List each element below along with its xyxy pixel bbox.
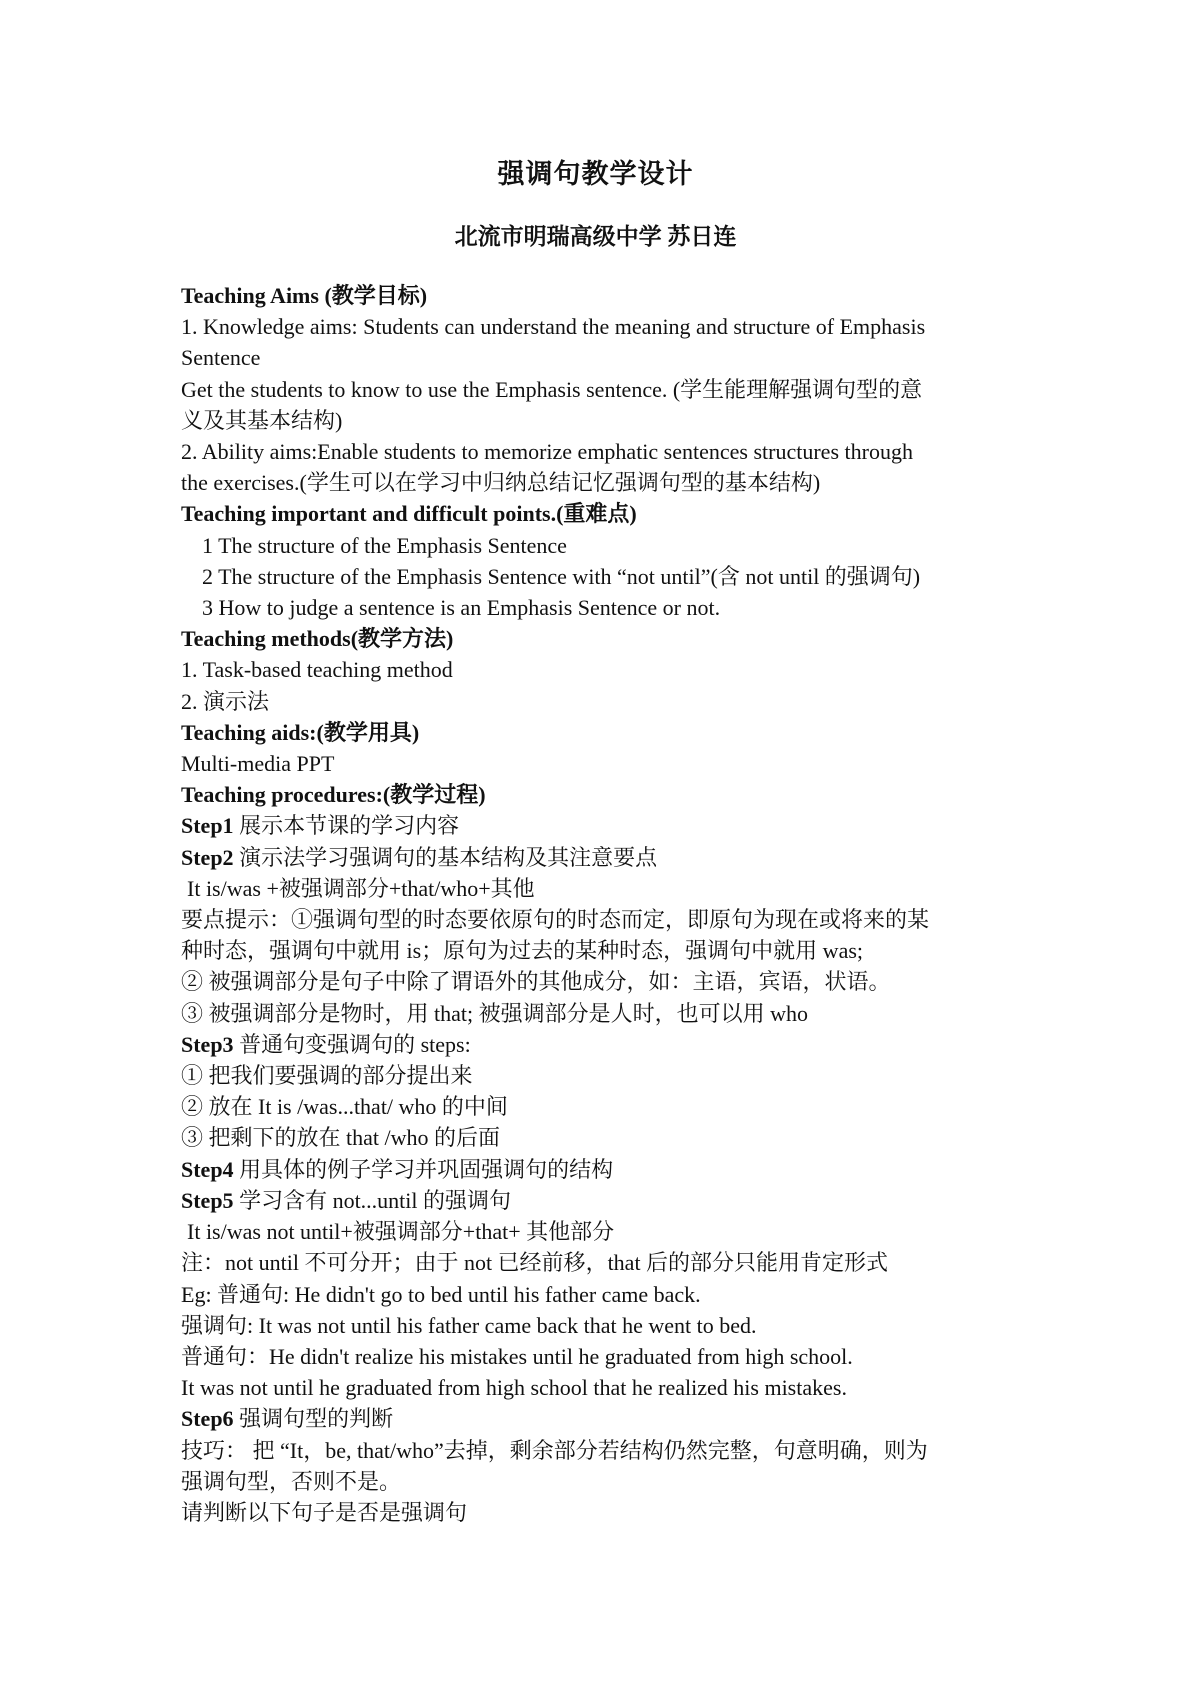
aids-item-1: Multi-media PPT <box>181 751 335 777</box>
step-6-label: Step6 <box>181 1406 234 1432</box>
aims-knowledge-line-1: 1. Knowledge aims: Students can understand the meaning and structure of Emphasis <box>181 314 926 340</box>
step-5-line-6: It was not until he graduated from high school that he realized his mistakes. <box>181 1375 847 1401</box>
method-item-2: 2. 演示法 <box>181 688 270 714</box>
step-5-line-2: 注：not until 不可分开；由于 not 已经前移，that 后的部分只能用肯定形式 <box>181 1250 889 1276</box>
aims-ability-line-2: the exercises.(学生可以在学习中归纳总结记忆强调句型的基本结构) <box>181 470 821 496</box>
step-5-label: Step5 <box>181 1187 234 1213</box>
step-6 <box>181 1403 1021 1434</box>
step-1 <box>181 810 1021 841</box>
step-4 <box>181 1154 1021 1185</box>
step-5 <box>181 1185 1021 1216</box>
step-1-label: Step1 <box>181 813 234 839</box>
step-3-line-3: ③ 把剩下的放在 that /who 的后面 <box>181 1125 500 1151</box>
step-5-line-5: 普通句：He didn't realize his mistakes until he graduated from high school. <box>181 1343 853 1369</box>
point-item-2: 2 The structure of the Emphasis Sentence with “not until”(含 not until 的强调句) <box>202 563 921 589</box>
step-4-label: Step4 <box>181 1156 234 1182</box>
step-2-line-1: It is/was +被强调部分+that/who+其他 <box>187 875 535 901</box>
step-3-text: 普通句变强调句的 steps: <box>233 1031 471 1057</box>
section-heading-methods: Teaching methods(教学方法) <box>181 626 454 652</box>
step-4-text: 用具体的例子学习并巩固强调句的结构 <box>233 1156 614 1182</box>
step-5-line-1: It is/was not until+被强调部分+that+ 其他部分 <box>187 1219 615 1245</box>
step-2 <box>181 842 1021 873</box>
step-6-line-1: 技巧： 把 “It，be, that/who”去掉，剩余部分若结构仍然完整，句意明确，则为 <box>181 1437 928 1463</box>
step-2-line-4: ② 被强调部分是句子中除了谓语外的其他成分，如：主语，宾语，状语。 <box>181 969 891 995</box>
step-6-line-2: 强调句型，否则不是。 <box>181 1468 402 1494</box>
point-item-1: 1 The structure of the Emphasis Sentence <box>202 532 567 558</box>
section-heading-points: Teaching important and difficult points.(重难点) <box>181 501 637 527</box>
step-6-line-3: 请判断以下句子是否是强调句 <box>181 1499 468 1525</box>
document-author: 北流市明瑞高级中学 苏日连 <box>454 224 737 249</box>
step-2-line-5: ③ 被强调部分是物时，用 that; 被强调部分是人时，也可以用 who <box>181 1000 808 1026</box>
document-body <box>181 280 1021 1528</box>
aims-knowledge-line-3: Get the students to know to use the Emphasis sentence. (学生能理解强调句型的意 <box>181 376 923 402</box>
step-2-line-3: 种时态，强调句中就用 is；原句为过去的某种时态，强调句中就用 was; <box>181 938 864 964</box>
step-3 <box>181 1029 1021 1060</box>
step-3-line-2: ② 放在 It is /was...that/ who 的中间 <box>181 1094 508 1120</box>
step-5-text: 学习含有 not...until 的强调句 <box>233 1187 512 1213</box>
step-6-text: 强调句型的判断 <box>233 1406 394 1432</box>
step-2-line-2: 要点提示：①强调句型的时态要依原句的时态而定，即原句为现在或将来的某 <box>181 907 930 933</box>
step-1-text: 展示本节课的学习内容 <box>233 813 460 839</box>
aims-knowledge-line-2: Sentence <box>181 345 261 371</box>
aims-knowledge-line-4: 义及其基本结构) <box>181 407 343 433</box>
point-item-3: 3 How to judge a sentence is an Emphasis Sentence or not. <box>202 595 721 621</box>
document-title: 强调句教学设计 <box>497 159 694 189</box>
method-item-1: 1. Task-based teaching method <box>181 657 453 683</box>
step-3-label: Step3 <box>181 1031 234 1057</box>
section-heading-procedures: Teaching procedures:(教学过程) <box>181 782 486 808</box>
step-2-label: Step2 <box>181 844 234 870</box>
step-2-text: 演示法学习强调句的基本结构及其注意要点 <box>233 844 658 870</box>
section-heading-aims: Teaching Aims (教学目标) <box>181 283 428 308</box>
step-5-line-4: 强调句: It was not until his father came back that he went to bed. <box>181 1312 757 1338</box>
aims-ability-line-1: 2. Ability aims:Enable students to memorize emphatic sentences structures through <box>181 439 913 465</box>
step-3-line-1: ① 把我们要强调的部分提出来 <box>181 1063 473 1089</box>
section-heading-aids: Teaching aids:(教学用具) <box>181 719 420 745</box>
step-5-line-3: Eg: 普通句: He didn't go to bed until his father came back. <box>181 1281 701 1307</box>
